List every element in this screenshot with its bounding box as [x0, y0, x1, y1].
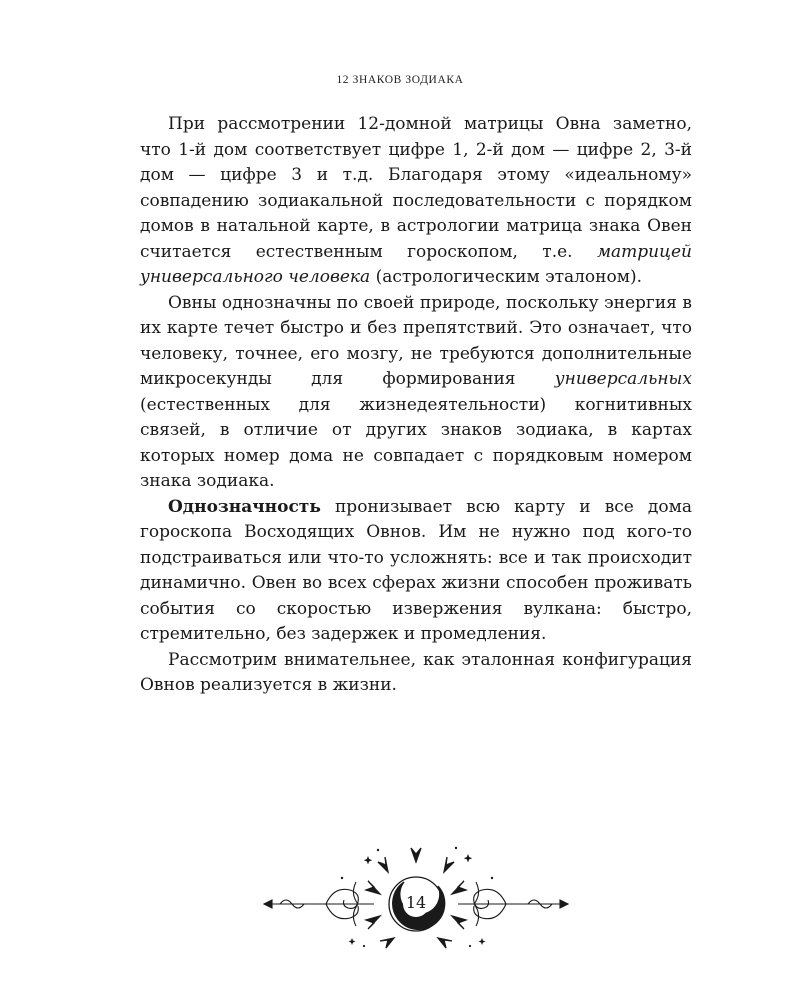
sun-ray — [444, 857, 454, 872]
sun-ray — [452, 916, 466, 929]
star-icon — [479, 938, 486, 945]
sun-ray — [452, 881, 466, 894]
text-run: пронизывает всю карту и все дома гороскопа Восходящих Овнов. Им не нужно под кого-то подстраиваться или что-то усложнять: все и так происходит динамично. Овен во всех сферах жизни способен проживать события со скоростью извержения вулкана: быстро, стремительно, без задержек и промедления. — [140, 496, 692, 644]
page-number: 14 — [405, 893, 427, 912]
bold-text: Однозначность — [168, 496, 321, 517]
sun-ray — [366, 881, 380, 894]
text-run: Рассмотрим внимательнее, как эталонная конфигурация Овнов реализуется в жизни. — [140, 649, 692, 695]
italic-text: универсальных — [554, 369, 692, 389]
dot-icon — [341, 877, 343, 879]
paragraph — [140, 291, 692, 495]
dot-icon — [377, 849, 379, 851]
sun-ray — [380, 938, 394, 948]
dot-icon — [455, 847, 457, 849]
star-icon — [464, 854, 472, 862]
running-header: 12 ЗНАКОВ ЗОДИАКА — [336, 74, 464, 86]
text-run: При рассмотрении 12-домной матрицы Овна заметно, что 1-й дом соответствует цифре 1, 2-й дом — цифре 2, 3-й дом — цифре 3 и т.д. Благодаря этому «идеальному» совпадению зодиакальной последовательности с порядком домов в натальной карте, в астрологии матрица знака Овен считается естественным гороскопом, т.е. — [140, 114, 692, 262]
italic-text: матрицей универсального человека — [140, 241, 692, 287]
sun-ray — [378, 857, 388, 872]
dot-icon — [363, 945, 365, 947]
text-run: (астрологическим эталоном). — [370, 267, 642, 287]
dot-icon — [491, 877, 493, 879]
paragraph — [140, 112, 692, 291]
dot-icon — [469, 945, 471, 947]
sun-ray — [411, 848, 421, 862]
star-icon — [349, 938, 356, 945]
arrow-right-icon — [560, 900, 568, 908]
arrow-left-icon — [264, 900, 272, 908]
text-run: (естественных для жизнедеятельности) когнитивных связей, в отличие от других знаков зодиака, в картах которых номер дома не совпадает с порядковым номером знака зодиака. — [140, 394, 692, 491]
star-icon — [364, 856, 372, 864]
text-run: Овны однозначны по своей природе, поскольку энергия в их карте течет быстро и без препятствий. Это означает, что человеку, точнее, его мозгу, не требуются дополнительные микросекунды для формирования — [140, 292, 692, 389]
sun-ray — [438, 938, 452, 948]
sun-ray — [366, 916, 380, 929]
paragraph — [140, 648, 692, 699]
paragraph — [140, 495, 692, 648]
body-text — [140, 112, 692, 699]
